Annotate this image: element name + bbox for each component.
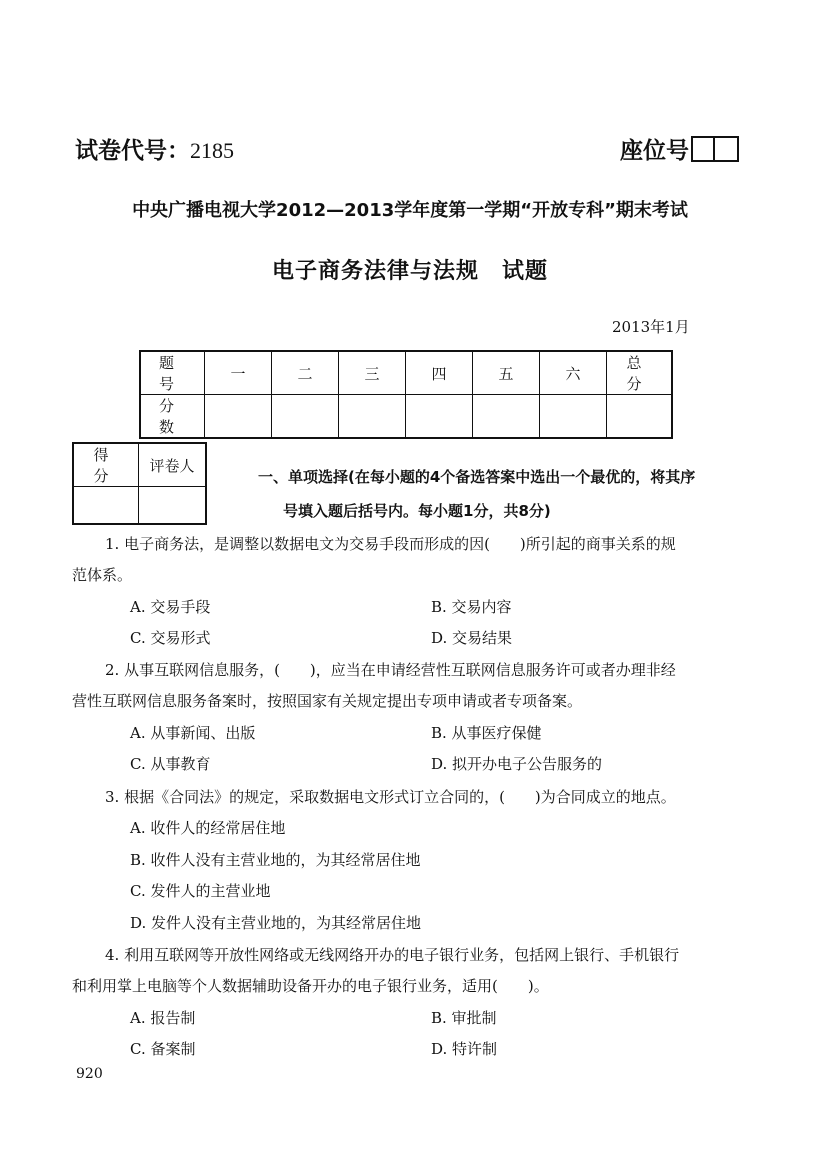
score-table-column: 一 [205, 351, 272, 395]
question-2-line1: 2. 从事互联网信息服务，( )，应当在申请经营性互联网信息服务许可或者办理非经 [105, 661, 676, 679]
seat-number [620, 132, 739, 165]
question-1-option-a: A. 交易手段 [130, 598, 211, 616]
seat-box [691, 136, 715, 162]
score-table-header-row [140, 351, 672, 395]
question-1-option-c: C. 交易形式 [130, 629, 211, 647]
page-number: 920 [76, 1066, 103, 1082]
score-cell [406, 395, 473, 439]
question-4-option-c: C. 备案制 [130, 1040, 196, 1058]
score-table-column: 四 [406, 351, 473, 395]
score-table-score-row [140, 395, 672, 439]
question-4-option-a: A. 报告制 [130, 1009, 196, 1027]
score-cell [473, 395, 540, 439]
score-cell [205, 395, 272, 439]
score-table-row-label: 题 号 [140, 351, 205, 395]
paper-code-number: 2185 [190, 138, 234, 163]
score-table-column: 六 [540, 351, 607, 395]
score-cell [272, 395, 339, 439]
question-3-line1: 3. 根据《合同法》的规定，采取数据电文形式订立合同的，( )为合同成立的地点。 [105, 788, 676, 806]
question-1-option-d: D. 交易结果 [431, 629, 513, 647]
score-table-column: 五 [473, 351, 540, 395]
paper-code-label: 试卷代号： [75, 138, 190, 164]
question-2-option-c: C. 从事教育 [130, 755, 211, 773]
question-3-option-b: B. 收件人没有主营业地的，为其经常居住地 [130, 851, 421, 869]
score-table-row-label: 分 数 [140, 395, 205, 439]
question-2-option-d: D. 拟开办电子公告服务的 [431, 755, 603, 773]
grader-score-label: 得 分 [73, 443, 139, 487]
paper-code [75, 132, 234, 165]
score-table [139, 350, 677, 439]
seat-box [715, 136, 739, 162]
score-cell [607, 395, 673, 439]
seat-boxes [691, 136, 739, 162]
question-3-option-a: A. 收件人的经常居住地 [130, 819, 286, 837]
question-2-line2: 营性互联网信息服务备案时，按照国家有关规定提出专项申请或者专项备案。 [72, 692, 583, 710]
seat-label: 座位号 [620, 138, 689, 164]
score-table-total-label: 总 分 [607, 351, 673, 395]
question-4-option-d: D. 特许制 [431, 1040, 498, 1058]
question-4-option-b: B. 审批制 [431, 1009, 497, 1027]
question-1-line2: 范体系。 [72, 566, 133, 584]
grader-table-blank-row [73, 487, 206, 525]
question-4-line1: 4. 利用互联网等开放性网络或无线网络开办的电子银行业务，包括网上银行、手机银行 [105, 946, 680, 964]
question-2-option-a: A. 从事新闻、出版 [130, 724, 256, 742]
score-table-column: 三 [339, 351, 406, 395]
score-table-column: 二 [272, 351, 339, 395]
grader-name-cell [139, 487, 207, 525]
exam-date: 2013年1月 [612, 318, 690, 336]
grader-score-cell [73, 487, 139, 525]
score-cell [339, 395, 406, 439]
question-2-option-b: B. 从事医疗保健 [431, 724, 542, 742]
exam-title: 电子商务法律与法规 试题 [271, 259, 548, 284]
question-3-option-c: C. 发件人的主营业地 [130, 882, 271, 900]
section-heading-line1: 一、单项选择(在每小题的4个备选答案中选出一个最优的，将其序 [258, 468, 696, 486]
grader-table-header-row [73, 443, 206, 487]
question-4-line2: 和利用掌上电脑等个人数据辅助设备开办的电子银行业务，适用( )。 [72, 977, 549, 995]
grader-table [72, 442, 207, 525]
exam-subtitle: 中央广播电视大学2012—2013学年度第一学期“开放专科”期末考试 [132, 200, 688, 221]
question-1-line1: 1. 电子商务法，是调整以数据电文为交易手段而形成的因( )所引起的商事关系的规 [105, 535, 676, 553]
section-heading-line2: 号填入题后括号内。每小题1分，共8分) [283, 502, 551, 520]
question-3-option-d: D. 发件人没有主营业地的，为其经常居住地 [130, 914, 422, 932]
question-1-option-b: B. 交易内容 [431, 598, 512, 616]
score-cell [540, 395, 607, 439]
grader-name-label: 评卷人 [139, 443, 207, 487]
